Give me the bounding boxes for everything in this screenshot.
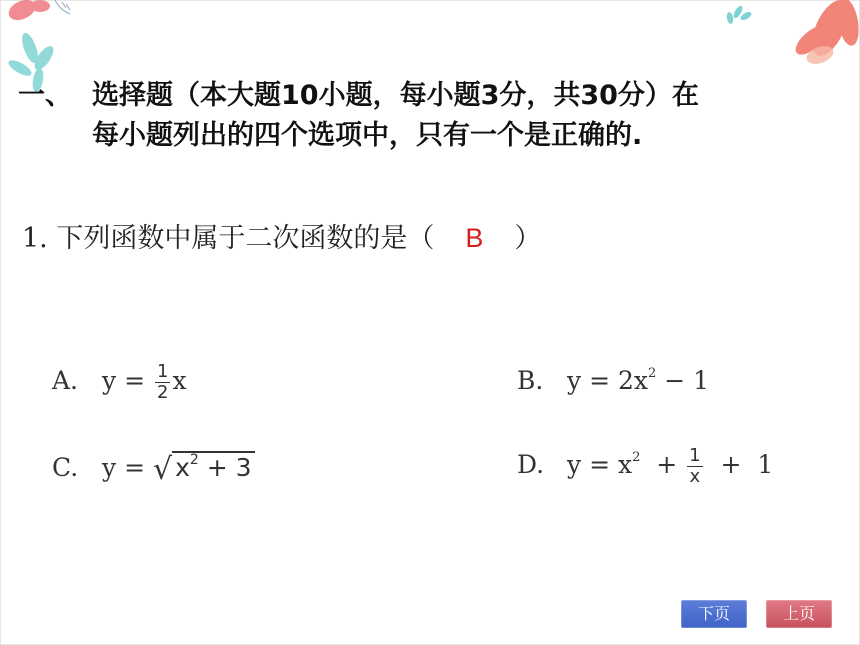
option-c-label: C. [52, 453, 79, 482]
question-close-paren: ） [514, 223, 542, 254]
square-root [153, 452, 255, 487]
question-text: 1. 下列函数中属于二次函数的是（ [22, 223, 435, 254]
option-b [517, 366, 709, 395]
radicand-exponent: 2 [189, 452, 199, 468]
option-c [52, 452, 255, 487]
section-heading [18, 76, 838, 156]
radical-sign-icon: √ [152, 452, 173, 487]
option-a-fraction [155, 362, 170, 403]
fraction-denominator: x [689, 466, 701, 487]
heading-line-1: 选择题（本大题10小题，每小题3分，共30分）在 [92, 80, 699, 111]
option-a-label: A. [52, 366, 79, 395]
leaf-decoration-right [720, 0, 860, 70]
option-d-exponent: 2 [632, 450, 641, 465]
option-d-tail: + 1 [704, 450, 774, 479]
option-d-mid: + [640, 450, 686, 479]
heading-line-2: 每小题列出的四个选项中，只有一个是正确的. [92, 120, 643, 151]
option-a-tail: x [172, 366, 187, 395]
next-page-button[interactable]: 下页 [681, 600, 747, 628]
answer-mark: B [465, 223, 484, 253]
option-d-label: D. [517, 450, 545, 479]
fraction-numerator: 1 [689, 445, 701, 466]
option-c-lhs: y = [102, 453, 146, 482]
fraction-denominator: 2 [156, 382, 169, 403]
radicand-base: x [175, 453, 190, 482]
question-1 [22, 216, 541, 255]
section-number: 一、 [18, 80, 72, 111]
radicand [172, 451, 254, 482]
option-d [517, 446, 773, 487]
option-d-lhs: y = x [567, 450, 633, 479]
option-b-lhs: y = 2x [567, 366, 648, 395]
previous-page-button[interactable]: 上页 [766, 600, 832, 628]
option-b-exponent: 2 [647, 366, 657, 381]
option-a [52, 362, 187, 403]
option-b-label: B. [517, 366, 544, 395]
radicand-tail: + 3 [198, 453, 252, 482]
option-a-lhs: y = [102, 366, 146, 395]
option-d-fraction [687, 446, 702, 487]
fraction-numerator: 1 [156, 361, 169, 382]
option-b-tail: − 1 [656, 366, 710, 395]
